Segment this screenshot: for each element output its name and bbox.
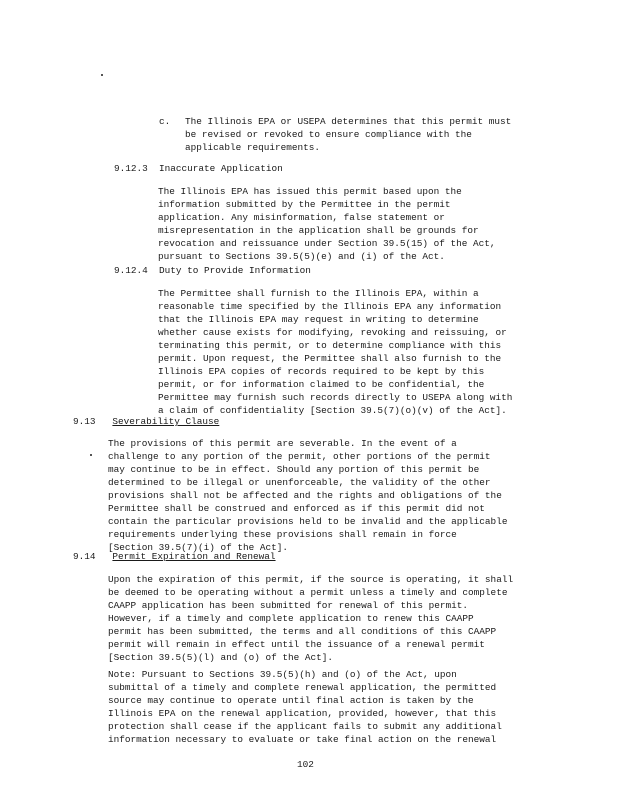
text-line: determined to be illegal or unenforceable, the validity of the other [108, 477, 491, 488]
text-line: Illinois EPA copies of records required to be kept by this [158, 366, 485, 377]
text-line: be deemed to be operating without a permit unless a timely and complete [108, 587, 508, 598]
text-line: permit has been submitted, the terms and all conditions of this CAAPP [108, 626, 497, 637]
section-9-12-4-body [158, 287, 512, 417]
text-line: [Section 39.5(5)(l) and (o) of the Act]. [108, 652, 334, 663]
text-line: challenge to any portion of the permit, other portions of the permit [108, 451, 491, 462]
text-line: contain the particular provisions held to be invalid and the applicable [108, 516, 508, 527]
text-line: may continue to be in effect. Should any portion of this permit be [108, 464, 480, 475]
item-c-text [185, 115, 511, 154]
text-line: protection shall cease if the applicant fails to submit any additional [108, 721, 502, 732]
section-number: 9.12.4 [114, 265, 148, 276]
text-line: that the Illinois EPA may request in writing to determine [158, 314, 479, 325]
text-line: a claim of confidentiality [Section 39.5(7)(o)(v) of the Act]. [158, 405, 507, 416]
section-title: Inaccurate Application [159, 163, 283, 174]
text-line: The Illinois EPA has issued this permit based upon the [158, 186, 462, 197]
text-line: Permittee shall be construed and enforced as if this permit did not [108, 503, 485, 514]
section-number: 9.14 [73, 551, 96, 562]
text-line: However, if a timely and complete application to renew this CAAPP [108, 613, 474, 624]
section-title: Permit Expiration and Renewal [112, 551, 276, 562]
text-line: revocation and reissuance under Section 39.5(15) of the Act, [158, 238, 496, 249]
text-line: The Illinois EPA or USEPA determines that this permit must [185, 116, 512, 127]
section-9-12-4-heading [114, 264, 311, 277]
section-9-12-3-heading [114, 162, 283, 175]
text-line: The provisions of this permit are severable. In the event of a [108, 438, 457, 449]
text-line: reasonable time specified by the Illinois EPA any information [158, 301, 502, 312]
text-line: be revised or revoked to ensure compliance with the [185, 129, 472, 140]
text-line: source may continue to operate until final action is taken by the [108, 695, 474, 706]
text-line: requirements underlying these provisions shall remain in force [108, 529, 457, 540]
section-title: Severability Clause [112, 416, 220, 427]
text-line: terminating this permit, or to determine compliance with this [158, 340, 502, 351]
text-line: Note: Pursuant to Sections 39.5(5)(h) and (o) of the Act, upon [108, 669, 457, 680]
text-line: permit will remain in effect until the issuance of a renewal permit [108, 639, 485, 650]
text-line: misrepresentation in the application shall be grounds for [158, 225, 479, 236]
text-line: pursuant to Sections 39.5(5)(e) and (i) of the Act. [158, 251, 445, 262]
text-line: The Permittee shall furnish to the Illinois EPA, within a [158, 288, 479, 299]
text-line: information submitted by the Permittee in the permit [158, 199, 451, 210]
section-number: 9.12.3 [114, 163, 148, 174]
section-title: Duty to Provide Information [159, 265, 311, 276]
text-line: whether cause exists for modifying, revoking and reissuing, or [158, 327, 507, 338]
section-9-14-para-2 [108, 668, 502, 746]
page-number: 102 [297, 759, 314, 770]
text-line: applicable requirements. [185, 142, 321, 153]
section-9-14-heading [73, 550, 276, 563]
text-line: permit, or for information claimed to be confidential, the [158, 379, 485, 390]
section-9-13-body [108, 437, 507, 554]
section-9-12-3-body [158, 185, 496, 263]
text-line: CAAPP application has been submitted for renewal of this permit. [108, 600, 469, 611]
text-line: permit. Upon request, the Permittee shall also furnish to the [158, 353, 502, 364]
text-line: information necessary to evaluate or take final action on the renewal [108, 734, 497, 745]
item-c-marker: c. [159, 116, 171, 127]
text-line: application. Any misinformation, false statement or [158, 212, 445, 223]
section-number: 9.13 [73, 416, 96, 427]
text-line: [Section 39.5(7)(i) of the Act]. [108, 542, 289, 553]
text-line: Upon the expiration of this permit, if the source is operating, it shall [108, 574, 514, 585]
section-9-14-para-1 [108, 573, 513, 664]
scan-speck [90, 454, 92, 456]
text-line: Permittee may furnish such records directly to USEPA along with [158, 392, 513, 403]
text-line: submittal of a timely and complete renewal application, the permitted [108, 682, 497, 693]
scan-speck [101, 74, 103, 76]
text-line: Illinois EPA on the renewal application, provided, however, that this [108, 708, 497, 719]
text-line: provisions shall not be affected and the rights and obligations of the [108, 490, 502, 501]
section-9-13-heading [73, 415, 219, 428]
